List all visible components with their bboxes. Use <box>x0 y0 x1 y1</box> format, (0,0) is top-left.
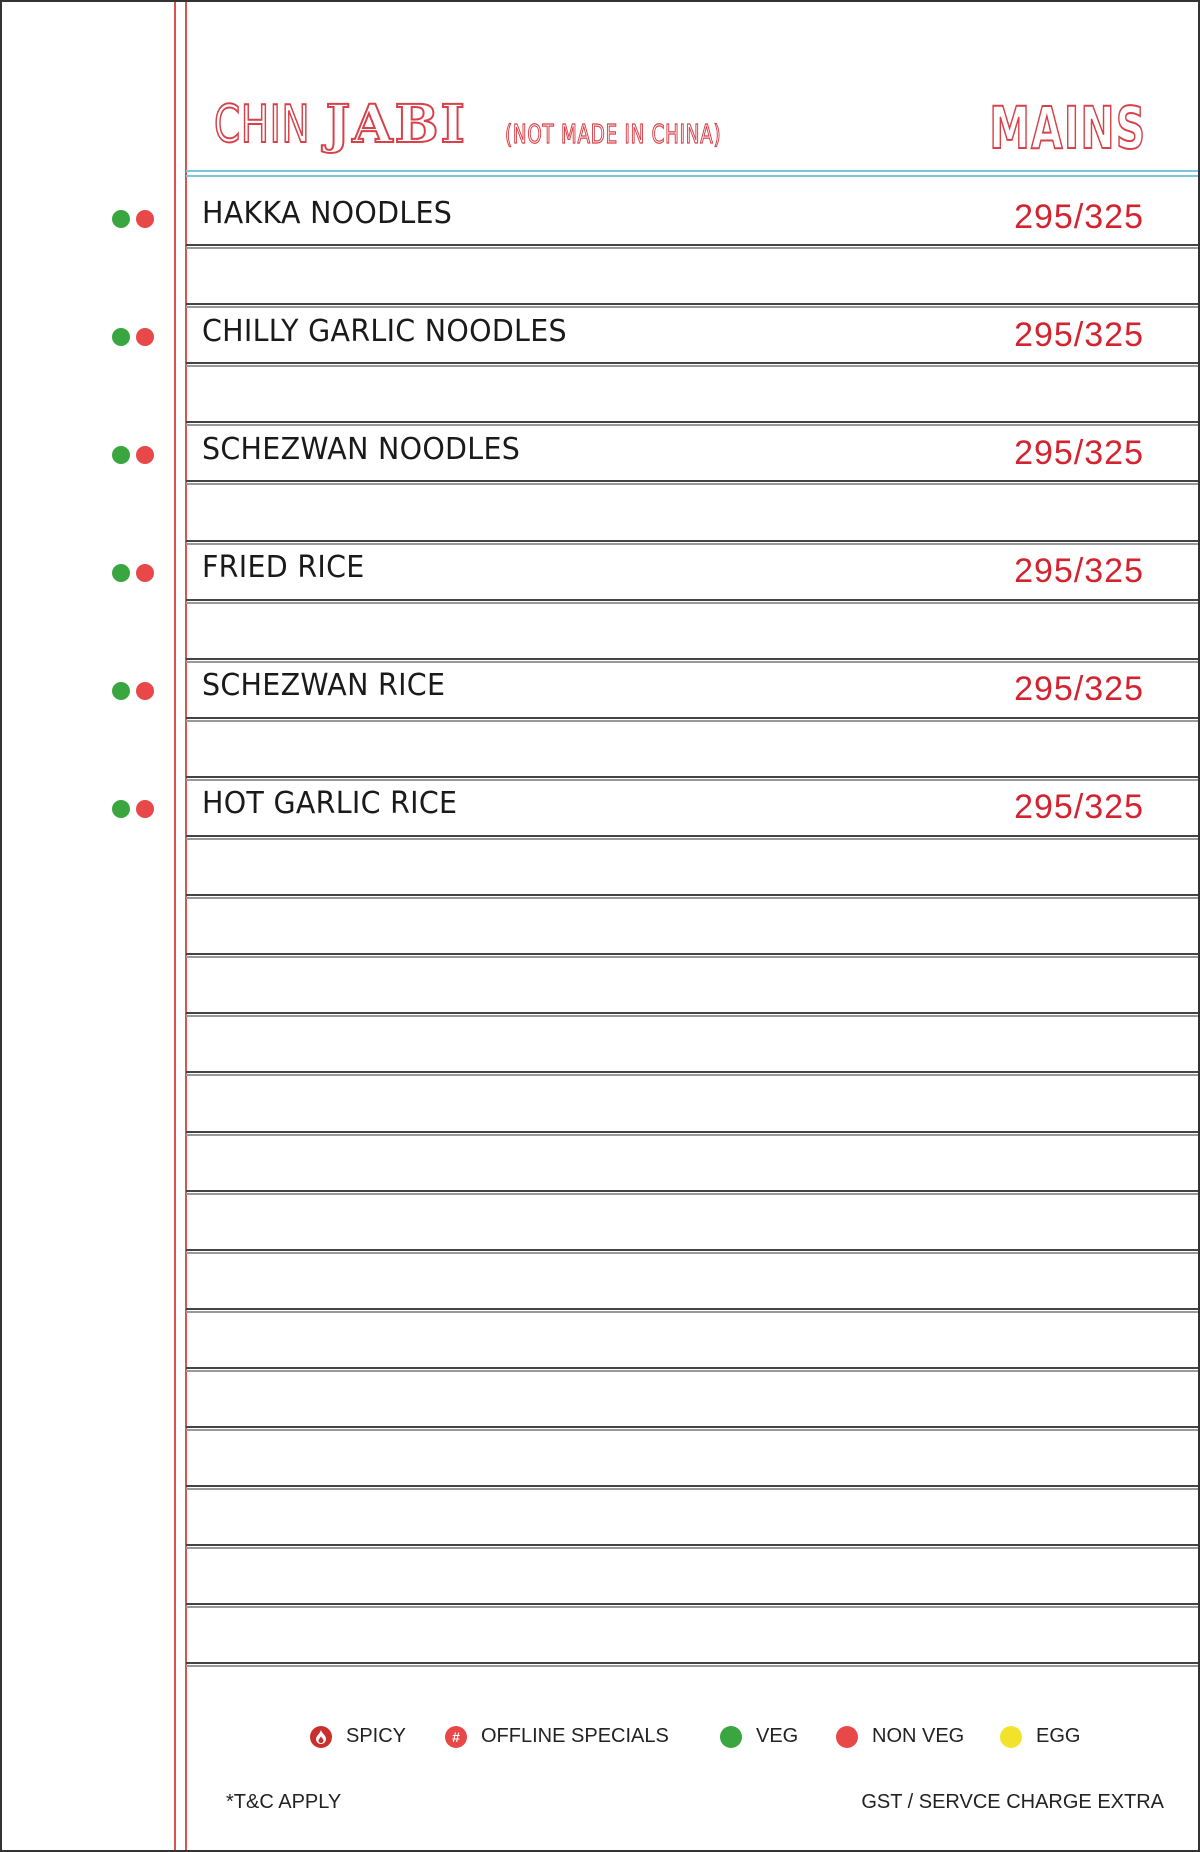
legend-label: EGG <box>1036 1725 1081 1747</box>
veg-dot-icon <box>112 800 130 818</box>
item-price: 295/325 <box>1014 316 1144 354</box>
flame-icon <box>310 1726 332 1748</box>
menu-item <box>2 542 1198 601</box>
ruled-line <box>186 953 1198 958</box>
brand-part-1: CHIN <box>214 95 311 155</box>
egg-dot-icon <box>1000 1726 1022 1748</box>
legend-veg <box>720 1725 798 1748</box>
non-veg-dot-icon <box>136 564 154 582</box>
ruled-line <box>186 1012 1198 1017</box>
item-name: HOT GARLIC RICE <box>202 786 458 821</box>
section-title: MAINS <box>988 94 1146 162</box>
margin-line-inner <box>185 2 187 1850</box>
margin-line-outer <box>174 2 176 1850</box>
ruled-line <box>186 1426 1198 1431</box>
non-veg-dot-icon <box>136 446 154 464</box>
item-price: 295/325 <box>1014 198 1144 236</box>
menu-item <box>2 660 1198 719</box>
veg-dot-icon <box>112 210 130 228</box>
non-veg-dot-icon <box>136 682 154 700</box>
menu-item <box>2 306 1198 365</box>
item-price: 295/325 <box>1014 670 1144 708</box>
legend-spicy <box>310 1725 406 1748</box>
ruled-line <box>186 1485 1198 1490</box>
menu-item <box>2 188 1198 247</box>
header-rule-bottom <box>186 175 1198 177</box>
ruled-line <box>186 1662 1198 1667</box>
item-price: 295/325 <box>1014 788 1144 826</box>
ruled-line <box>186 1603 1198 1608</box>
veg-dot-icon <box>112 564 130 582</box>
ruled-line <box>186 1367 1198 1372</box>
item-name: SCHEZWAN RICE <box>202 668 446 703</box>
brand-logo <box>214 94 467 155</box>
legend-offline-specials <box>445 1725 669 1748</box>
legend <box>2 1725 1198 1755</box>
item-name: HAKKA NOODLES <box>202 196 453 231</box>
item-price: 295/325 <box>1014 552 1144 590</box>
item-name: SCHEZWAN NOODLES <box>202 432 521 467</box>
ruled-line <box>186 1190 1198 1195</box>
ruled-line <box>186 894 1198 899</box>
veg-dot-icon <box>112 682 130 700</box>
brand-part-2: JABI <box>325 94 467 155</box>
veg-dot-icon <box>112 328 130 346</box>
diet-markers <box>112 800 154 818</box>
non-veg-dot-icon <box>136 800 154 818</box>
ruled-line <box>186 1544 1198 1549</box>
diet-markers <box>112 682 154 700</box>
diet-markers <box>112 564 154 582</box>
menu-item <box>2 778 1198 837</box>
terms-note: *T&C APPLY <box>226 1791 342 1813</box>
ruled-line <box>186 1249 1198 1254</box>
menu-item <box>2 424 1198 483</box>
ruled-line <box>186 1131 1198 1136</box>
legend-egg <box>1000 1725 1080 1748</box>
legend-label: VEG <box>756 1725 799 1747</box>
legend-label: NON VEG <box>872 1725 965 1747</box>
item-name: FRIED RICE <box>202 550 365 585</box>
diet-markers <box>112 446 154 464</box>
non-veg-dot-icon <box>136 328 154 346</box>
diet-markers <box>112 210 154 228</box>
header-rule-top <box>186 170 1198 172</box>
non-veg-dot-icon <box>836 1726 858 1748</box>
ruled-line <box>186 1308 1198 1313</box>
veg-dot-icon <box>112 446 130 464</box>
item-name: CHILLY GARLIC NOODLES <box>202 314 567 349</box>
non-veg-dot-icon <box>136 210 154 228</box>
item-price: 295/325 <box>1014 434 1144 472</box>
legend-label: OFFLINE SPECIALS <box>481 1725 669 1747</box>
tagline: (NOT MADE IN CHINA) <box>505 120 722 150</box>
tax-note: GST / SERVCE CHARGE EXTRA <box>861 1791 1164 1813</box>
veg-dot-icon <box>720 1726 742 1748</box>
legend-non-veg <box>836 1725 964 1748</box>
legend-label: SPICY <box>346 1725 407 1747</box>
hash-icon: # <box>445 1726 467 1748</box>
ruled-line <box>186 1071 1198 1076</box>
diet-markers <box>112 328 154 346</box>
